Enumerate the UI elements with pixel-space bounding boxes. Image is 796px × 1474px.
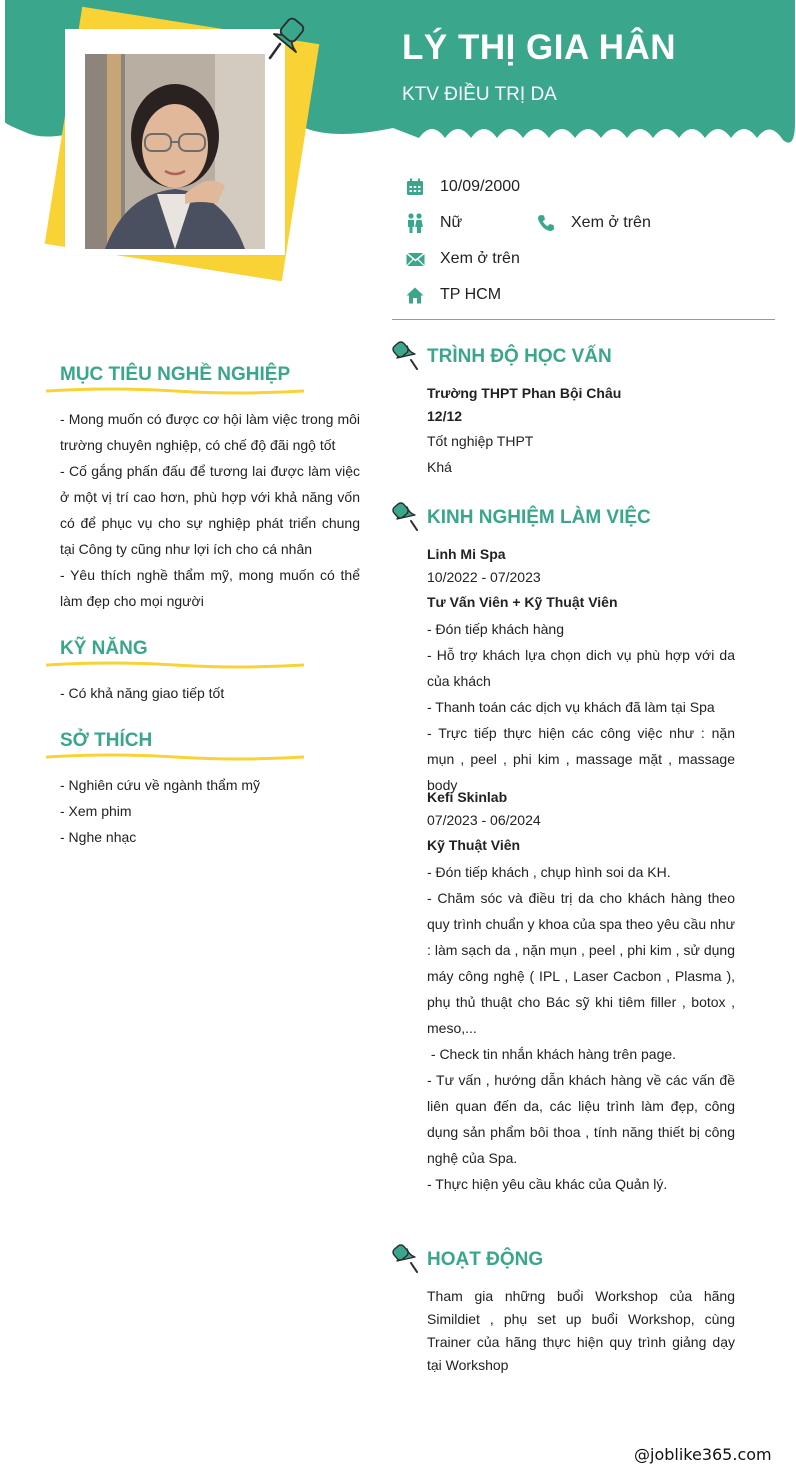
job-period: 07/2023 - 06/2024	[427, 812, 541, 828]
objective-title-underline	[46, 386, 304, 396]
contact-divider	[392, 319, 775, 320]
company-name: Linh Mi Spa	[427, 546, 506, 562]
email-row	[405, 249, 520, 269]
job-task: - Chăm sóc và điều trị da cho khách hàng theo quy trình chuẩn y khoa của spa theo yêu cầu như : làm sạch da , nặn mụn , peel , phi kim , sử dụng máy công nghệ ( IPL , Laser Cacbon , Plasma ), phụ thủ thuật cho Bác sỹ khi tiêm filler , botox , meso,...	[427, 890, 735, 1036]
pushpin-icon	[266, 14, 308, 60]
objective-line: - Yêu thích nghề thẩm mỹ, mong muốn có thể làm đẹp cho mọi người	[60, 567, 360, 609]
pushpin-icon	[391, 1243, 419, 1273]
skills-text	[60, 680, 360, 706]
address-value: TP HCM	[440, 286, 502, 303]
company-name: Kefi Skinlab	[427, 789, 508, 805]
hobby-line: - Nghe nhạc	[60, 829, 137, 845]
home-icon	[405, 285, 425, 305]
phone-value: Xem ở trên	[571, 214, 651, 231]
activities-title: HOẠT ĐỘNG	[427, 1249, 544, 1270]
objective-line: - Cố gắng phấn đấu để tương lai được làm việc ở một vị trí cao hơn, phù hợp với khả năng vốn có để phục vụ cho sự nghiệp phát triển chung tại Công ty cũng như lợi ích cho cá nhân	[60, 463, 360, 557]
job-task: - Check tin nhắn khách hàng trên page.	[427, 1046, 677, 1062]
gender-icon	[405, 213, 425, 233]
hobby-line: - Nghiên cứu về ngành thẩm mỹ	[60, 777, 261, 793]
birthday-value: 10/09/2000	[440, 178, 521, 195]
gender-row	[405, 213, 462, 233]
watermark: @joblike365.com	[634, 1445, 772, 1464]
education-rank: Khá	[427, 459, 452, 475]
skills-title-underline	[46, 660, 304, 670]
activities-text: Tham gia những buổi Workshop của hãng Simildiet , phụ set up buổi Workshop, cùng Trainer của hãng thực hiện quy trình giảng dạy tại Workshop	[427, 1288, 735, 1373]
job-task: - Hỗ trợ khách lựa chọn dich vụ phù hợp với da của khách	[427, 647, 735, 689]
avatar	[85, 54, 265, 249]
gender-value: Nữ	[440, 214, 463, 231]
job-period: 10/2022 - 07/2023	[427, 569, 541, 585]
job-task: - Trực tiếp thực hiện các công việc như : nặn mụn , peel , phi kim , massage mặt , massage body	[427, 725, 735, 793]
pushpin-icon	[391, 340, 419, 370]
phone-icon	[536, 213, 556, 233]
job-task: - Thực hiện yêu cầu khác của Quản lý.	[427, 1176, 668, 1192]
hobbies-text	[60, 772, 360, 850]
school-grade: 12/12	[427, 408, 463, 424]
job-position: Kỹ Thuật Viên	[427, 837, 521, 853]
experience-entry	[427, 786, 735, 1197]
job-task: - Tư vấn , hướng dẫn khách hàng về các vấn đề liên quan đến da, các liệu trình làm đẹp, công dụng sản phẩm bôi thoa , tính năng thiết bị công nghệ của Spa.	[427, 1072, 735, 1166]
objective-text	[60, 406, 360, 614]
experience-entry	[427, 543, 735, 798]
job-task: - Thanh toán các dịch vụ khách đã làm tại Spa	[427, 699, 715, 715]
hobby-line: - Xem phim	[60, 803, 132, 819]
photo-white-frame	[65, 29, 285, 255]
job-task: - Đón tiếp khách , chụp hình soi da KH.	[427, 864, 671, 880]
hobbies-title-underline	[46, 752, 304, 762]
address-row	[405, 285, 501, 305]
job-task: - Đón tiếp khách hàng	[427, 621, 564, 637]
experience-title: KINH NGHIỆM LÀM VIỆC	[427, 507, 651, 528]
objective-line: - Mong muốn có được cơ hội làm việc trong môi trường chuyên nghiệp, có chế độ đãi ngộ tốt	[60, 411, 360, 453]
candidate-name: LÝ THỊ GIA HÂN	[402, 28, 677, 67]
education-entry	[427, 382, 735, 480]
skills-title: KỸ NĂNG	[60, 638, 148, 659]
job-position: Tư Vấn Viên + Kỹ Thuật Viên	[427, 594, 618, 610]
objective-title: MỤC TIÊU NGHỀ NGHIỆP	[60, 364, 291, 385]
school-name: Trường THPT Phan Bội Châu	[427, 385, 622, 401]
email-value: Xem ở trên	[440, 250, 520, 267]
education-title: TRÌNH ĐỘ HỌC VẤN	[427, 346, 612, 367]
skill-line: - Có khả năng giao tiếp tốt	[60, 685, 225, 701]
education-result: Tốt nghiệp THPT	[427, 433, 534, 449]
calendar-icon	[405, 177, 425, 197]
profile-photo-frame	[40, 8, 330, 288]
phone-row	[536, 213, 651, 233]
hobbies-title: SỞ THÍCH	[60, 730, 153, 751]
birthday-row	[405, 177, 520, 197]
job-title: KTV ĐIỀU TRỊ DA	[402, 84, 557, 105]
mail-icon	[405, 249, 425, 269]
pushpin-icon	[391, 501, 419, 531]
